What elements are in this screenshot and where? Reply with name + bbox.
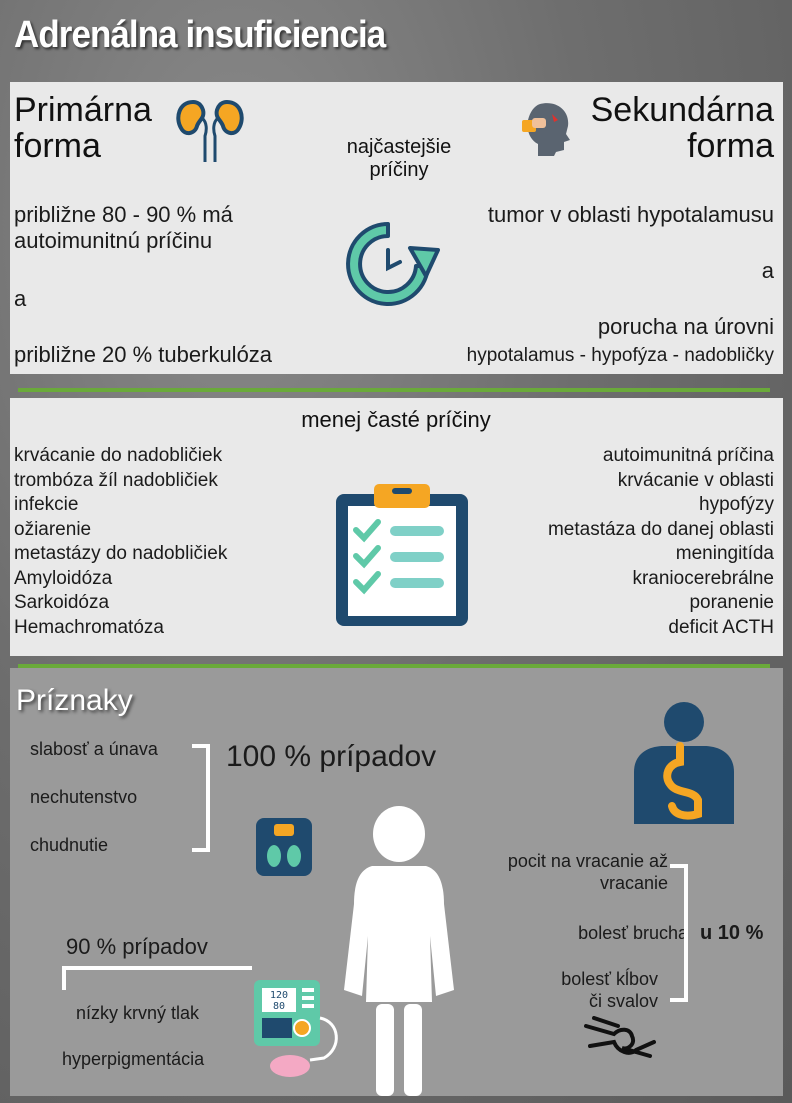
primary-cause-1-line2: autoimunitnú príčinu [14, 228, 213, 253]
most-common-line1: najčastejšie [346, 136, 452, 158]
symptom-anorexia: nechutenstvo [30, 787, 138, 807]
clipboard-checklist-icon [332, 480, 472, 630]
list-item: metastáza do danej oblasti [547, 518, 774, 540]
bp-display-bottom: 80 [272, 1001, 286, 1012]
list-item: infekcie [14, 494, 79, 515]
primary-cause-1-line1: približne 80 - 90 % má [14, 202, 233, 227]
primary-form-title [14, 92, 152, 164]
list-item: autoimunitná príčina [602, 445, 774, 466]
primary-cause-1 [14, 202, 233, 254]
stomach-person-icon [624, 702, 744, 824]
less-common-heading: menej časté príčiny [301, 407, 491, 432]
label-90-percent: 90 % prípadov [66, 934, 208, 959]
secondary-cause-2-line2: hypotalamus - hypofýza - nadobličky [466, 345, 774, 366]
symptom-joint-pain-line1: bolesť kĺbov [561, 969, 658, 989]
divider-1 [18, 388, 770, 392]
label-100-percent: 100 % prípadov [226, 740, 437, 773]
list-item: kraniocerebrálne [632, 567, 774, 589]
symptom-nausea-line2: vracanie [599, 873, 668, 893]
joint-icon [584, 1016, 656, 1062]
less-common-left-list [14, 444, 314, 640]
list-item: krvácanie do nadobličiek [14, 445, 223, 466]
list-item: Amyloidóza [14, 567, 113, 589]
symptom-joint-pain [480, 968, 658, 1012]
secondary-and: a [761, 258, 774, 283]
symptom-nausea-line1: pocit na vracanie až [507, 851, 668, 871]
secondary-cause-1: tumor v oblasti hypotalamusu [487, 202, 774, 227]
bracket-100 [192, 744, 210, 852]
list-item: poranenie [689, 592, 774, 613]
primary-title-line1: Primárna [14, 91, 152, 129]
list-item: trombóza žíl nadobličiek [14, 469, 218, 491]
secondary-title-line2: forma [687, 127, 774, 165]
list-item: metastázy do nadobličiek [14, 543, 228, 564]
kidneys-icon [175, 96, 245, 164]
bp-display-top: 120 [269, 990, 289, 1001]
list-item: meningitída [675, 543, 774, 564]
bracket-10 [670, 864, 688, 1002]
list-item: Sarkoidóza [14, 592, 110, 613]
weight-scale-icon [256, 818, 312, 876]
symptom-weight-loss: chudnutie [30, 835, 109, 855]
symptom-weakness: slabosť a únava [30, 739, 158, 759]
symptom-hyperpigmentation: hyperpigmentácia [62, 1049, 205, 1069]
symptom-abdominal-pain: bolesť brucha [578, 923, 688, 943]
list-item: Hemachromatóza [14, 616, 164, 638]
blood-pressure-monitor-icon [250, 978, 346, 1080]
cycle-clock-icon [336, 214, 440, 314]
symptom-low-bp: nízky krvný tlak [76, 1003, 200, 1023]
primary-title-line2: forma [14, 127, 101, 165]
less-common-right-list [474, 444, 774, 640]
label-10-percent: u 10 % [700, 922, 764, 944]
secondary-cause-2-line1: porucha na úrovni [597, 314, 774, 339]
page-title: Adrenálna insuficiencia [14, 14, 386, 56]
most-common-label [316, 136, 482, 182]
list-item: ožiarenie [14, 518, 92, 540]
primary-and: a [14, 286, 27, 311]
list-item: krvácanie v oblasti [617, 469, 774, 491]
primary-cause-2: približne 20 % tuberkulóza [14, 342, 273, 367]
list-item: hypofýzy [699, 494, 774, 515]
secondary-form-title [560, 92, 774, 164]
list-item: deficit ACTH [668, 616, 774, 638]
symptom-nausea [440, 850, 668, 894]
bracket-90 [62, 966, 252, 990]
symptom-joint-pain-line2: či svalov [588, 991, 658, 1011]
symptoms-heading: Príznaky [16, 684, 133, 717]
most-common-line2: príčiny [369, 159, 429, 181]
secondary-title-line1: Sekundárna [590, 91, 774, 129]
